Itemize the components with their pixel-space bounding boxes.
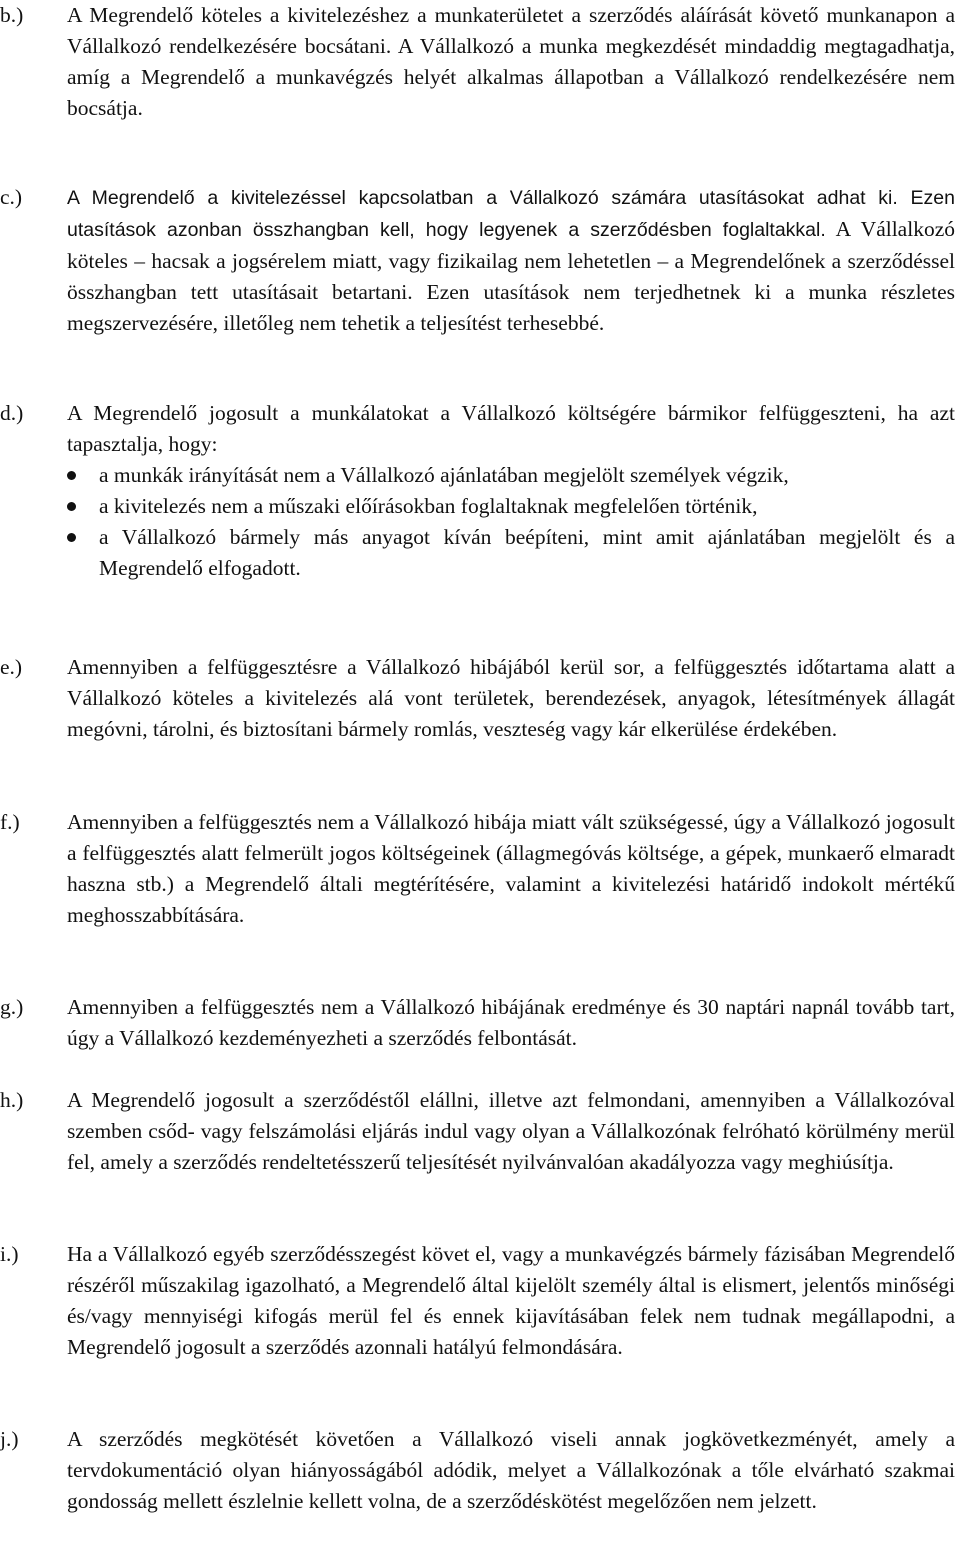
bullet-icon	[67, 471, 76, 480]
bullet-list	[67, 460, 955, 584]
clause-label: d.)	[0, 401, 24, 425]
clause-j	[0, 1424, 960, 1517]
clause-text: A Megrendelő jogosult a szerződéstől elállni, illetve azt felmondani, amennyiben a Vállalkozóval szemben csőd- vagy felszámolási eljárás indul vagy olyan a Vállalkozónak felróható körülmény merül fel, amely a szerződés rendeltetésszerű teljesítését nyilvánvalóan akadályozza vagy meghiúsítja.	[67, 1088, 955, 1174]
clause-intro: A Megrendelő jogosult a munkálatokat a Vállalkozó költségére bármikor felfüggeszteni, ha azt tapasztalja, hogy:	[67, 401, 955, 456]
clause-c	[0, 182, 960, 339]
clause-text: Amennyiben a felfüggesztés nem a Vállalkozó hibájának eredménye és 30 naptári napnál tovább tart, úgy a Vállalkozó kezdeményezheti a szerződés felbontását.	[67, 995, 955, 1050]
bullet-icon	[67, 502, 76, 511]
clause-text-part1: A Megrendelő a kivitelezéssel kapcsolatban a Vállalkozó számára utasításokat adhat ki. Ezen utasítások azonban összhangban kell, hogy legyenek a szerződésben foglaltakkal.	[67, 187, 955, 241]
list-item: a kivitelezés nem a műszaki előírásokban foglaltaknak megfelelően történik,	[67, 491, 955, 522]
clause-label: h.)	[0, 1088, 24, 1112]
clause-label: c.)	[0, 185, 23, 209]
clause-text: A Megrendelő köteles a kivitelezéshez a munkaterületet a szerződés aláírását követő munkanapon a Vállalkozó rendelkezésére bocsátani. A Vállalkozó a munka megkezdését mindaddig megtagadhatja, amíg a Megrendelő a munkavégzés helyét alkalmas állapotban a Vállalkozó rendelkezésére nem bocsátja.	[67, 3, 955, 120]
clause-e	[0, 652, 960, 745]
clause-text: Ha a Vállalkozó egyéb szerződésszegést követ el, vagy a munkavégzés bármely fázisában Megrendelő részéről műszakilag igazolható, a Megrendelő által kijelölt személy által is elismert, jelentős minőségi és/vagy mennyiségi kifogás merül fel és ennek kijavításában felek nem tudnak megállapodni, a Megrendelő jogosult a szerződés azonnali hatályú felmondására.	[67, 1242, 955, 1359]
clause-text: A szerződés megkötését követően a Vállalkozó viseli annak jogkövetkezményét, amely a tervdokumentáció olyan hiányosságából adódik, melyet a Vállalkozónak a tőle elvárható szakmai gondosság mellett észlelnie kellett volna, de a szerződéskötést megelőzően nem jelzett.	[67, 1427, 955, 1513]
clause-label: b.)	[0, 3, 24, 27]
clause-text-part2: A Vállalkozó köteles – hacsak a jogsérelem miatt, vagy fizikailag nem lehetetlen – a Megrendelőnek a szerződéssel összhangban tett utasításait betartani. Ezen utasítások nem terjedhetnek ki a munka részletes megszervezésére, illetőleg nem tehetik a teljesítést terhesebbé.	[67, 217, 955, 335]
clause-d	[0, 398, 960, 584]
clause-text: Amennyiben a felfüggesztésre a Vállalkozó hibájából kerül sor, a felfüggesztés időtartama alatt a Vállalkozó köteles a kivitelezés alá vont területek, berendezések, anyagok, létesítmények állagát megóvni, tárolni, és biztosítani bármely romlás, veszteség vagy kár elkerülése érdekében.	[67, 655, 955, 741]
clause-label: j.)	[0, 1427, 19, 1451]
clause-label: f.)	[0, 810, 20, 834]
list-item: a Vállalkozó bármely más anyagot kíván beépíteni, mint amit ajánlatában megjelölt és a Megrendelő elfogadott.	[67, 522, 955, 584]
clause-f	[0, 807, 960, 931]
clause-h	[0, 1085, 960, 1178]
clause-g	[0, 992, 960, 1054]
clause-label: e.)	[0, 655, 23, 679]
clause-label: g.)	[0, 995, 24, 1019]
clause-b	[0, 0, 960, 124]
clause-label: i.)	[0, 1242, 19, 1266]
bullet-icon	[67, 533, 76, 542]
clause-i	[0, 1239, 960, 1363]
list-item: a munkák irányítását nem a Vállalkozó ajánlatában megjelölt személyek végzik,	[67, 460, 955, 491]
clause-text: Amennyiben a felfüggesztés nem a Vállalkozó hibája miatt vált szükségessé, úgy a Vállalkozó jogosult a felfüggesztés alatt felmerült jogos költségeinek (állagmegóvás költsége, a gépek, munkaerő elmaradt haszna stb.) a Megrendelő általi megtérítésére, valamint a kivitelezési határidő indokolt mértékű meghosszabbítására.	[67, 810, 955, 927]
